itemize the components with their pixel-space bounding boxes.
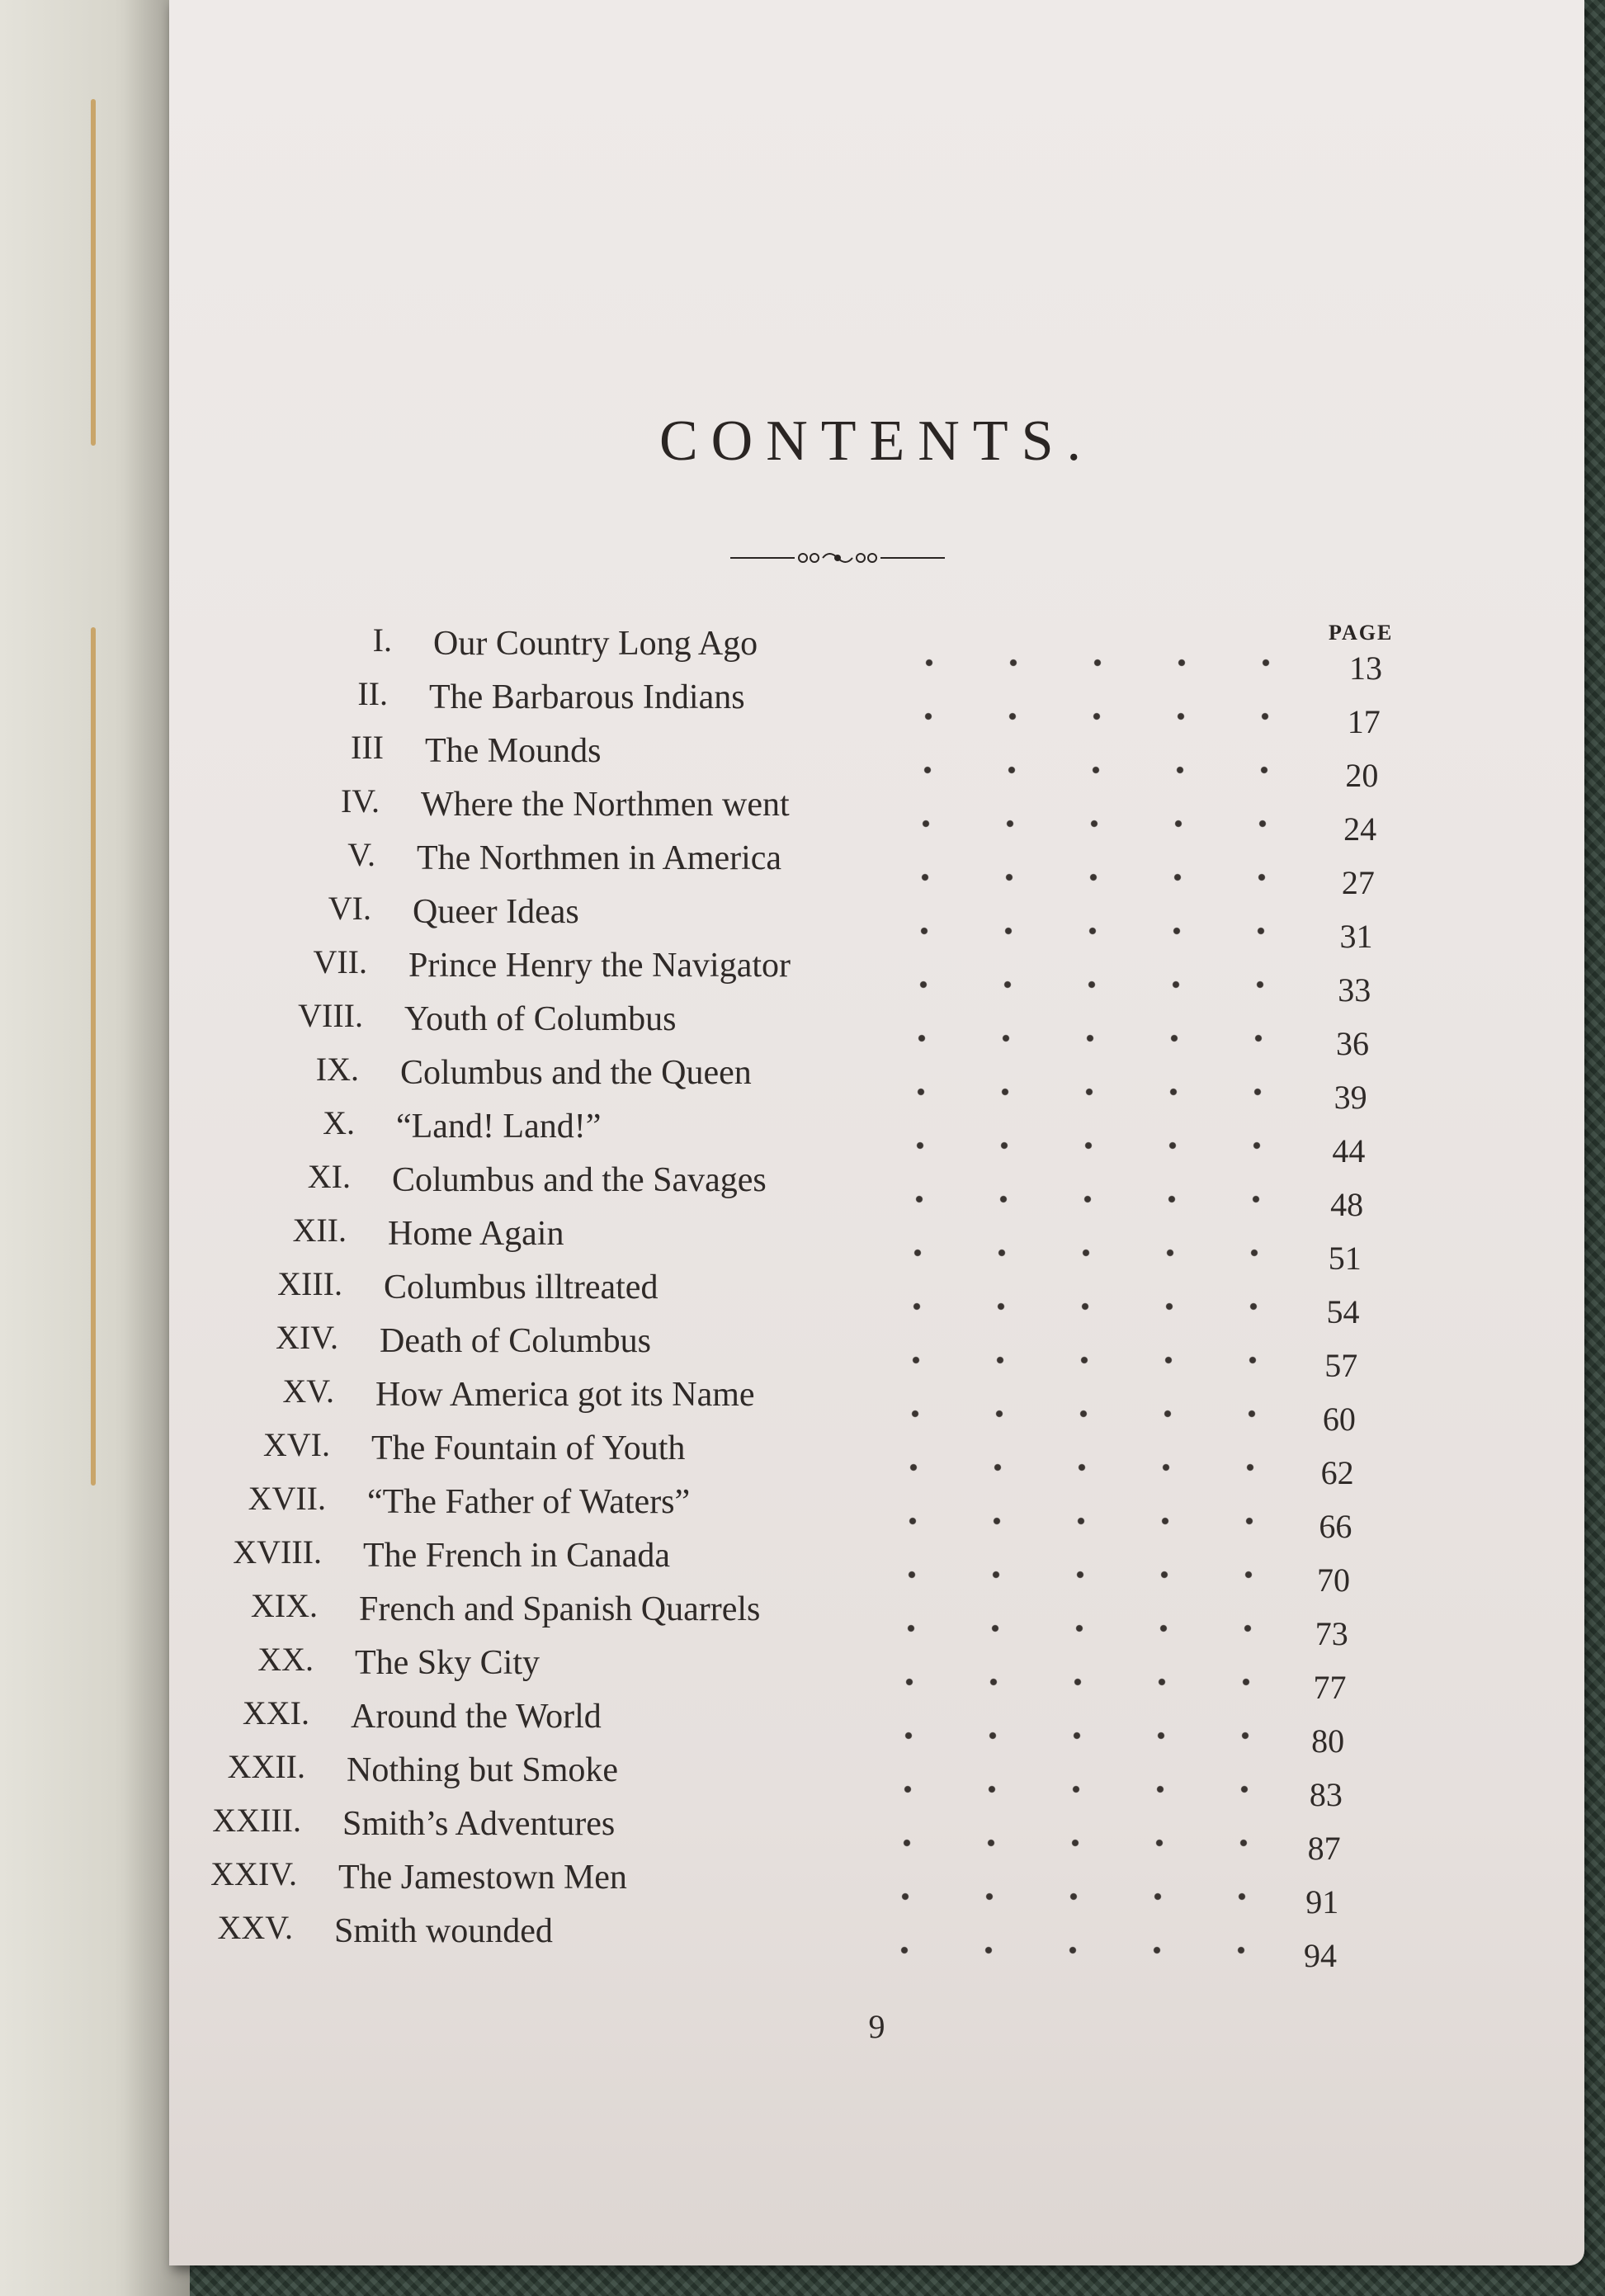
dot-leader bbox=[866, 1785, 1281, 1793]
dot-leader bbox=[875, 1302, 1298, 1311]
chapter-number: XIX. bbox=[250, 1587, 318, 1624]
chapter-number: VIII. bbox=[298, 997, 363, 1034]
chapter-page-number: 83 bbox=[1309, 1776, 1343, 1813]
chapter-page-number: 44 bbox=[1332, 1132, 1366, 1169]
chapter-page-number: 91 bbox=[1305, 1883, 1339, 1920]
chapter-title: Prince Henry the Navigator bbox=[408, 947, 791, 985]
chapter-title: The Fountain of Youth bbox=[371, 1429, 686, 1467]
chapter-title: The Mounds bbox=[425, 732, 602, 770]
chapter-number: XXIV. bbox=[210, 1855, 297, 1892]
chapter-number: XII. bbox=[292, 1212, 347, 1249]
dot-leader bbox=[884, 820, 1315, 828]
chapter-page-number: 87 bbox=[1307, 1830, 1341, 1867]
binding-stitch bbox=[91, 99, 96, 446]
dot-leader bbox=[887, 659, 1320, 667]
chapter-page-number: 77 bbox=[1313, 1669, 1347, 1706]
dot-leader bbox=[871, 1463, 1291, 1472]
page-column-heading: PAGE bbox=[1329, 621, 1394, 645]
chapter-number: IX. bbox=[315, 1051, 359, 1088]
dot-leader bbox=[877, 1195, 1302, 1203]
toc-entry bbox=[169, 1854, 1407, 1920]
toc-entry bbox=[169, 1640, 1407, 1706]
chapter-title: Around the World bbox=[351, 1698, 602, 1736]
chapter-number: VI. bbox=[328, 890, 371, 927]
table-of-contents bbox=[169, 0, 1584, 2265]
chapter-page-number: 60 bbox=[1322, 1401, 1356, 1438]
toc-entry bbox=[169, 1694, 1407, 1760]
chapter-title: Our Country Long Ago bbox=[433, 625, 758, 663]
chapter-title: Columbus illtreated bbox=[384, 1268, 659, 1306]
chapter-page-number: 24 bbox=[1343, 810, 1377, 848]
chapter-page-number: 70 bbox=[1317, 1561, 1351, 1599]
chapter-title: Columbus and the Savages bbox=[392, 1161, 767, 1199]
dot-leader bbox=[862, 1946, 1275, 1954]
chapter-title: Home Again bbox=[388, 1215, 564, 1253]
dot-leader bbox=[876, 1249, 1300, 1257]
dot-leader bbox=[869, 1624, 1286, 1632]
toc-entry bbox=[169, 1050, 1407, 1116]
dot-leader bbox=[866, 1731, 1282, 1740]
toc-entry bbox=[169, 1533, 1407, 1599]
dot-leader bbox=[867, 1678, 1284, 1686]
chapter-page-number: 48 bbox=[1330, 1186, 1364, 1223]
toc-entry bbox=[169, 996, 1407, 1062]
page-number: 9 bbox=[868, 2008, 885, 2045]
chapter-page-number: 33 bbox=[1338, 971, 1371, 1009]
dot-leader bbox=[874, 1356, 1296, 1364]
chapter-page-number: 94 bbox=[1304, 1937, 1337, 1974]
chapter-number: XXII. bbox=[227, 1748, 305, 1785]
chapter-number: III bbox=[351, 729, 384, 766]
chapter-number: XIII. bbox=[277, 1265, 342, 1302]
chapter-number: XXIII. bbox=[212, 1802, 301, 1839]
toc-entry bbox=[169, 1479, 1407, 1545]
chapter-title: The Northmen in America bbox=[417, 839, 782, 877]
chapter-page-number: 20 bbox=[1345, 757, 1379, 794]
chapter-title: Nothing but Smoke bbox=[347, 1751, 619, 1789]
toc-entry bbox=[169, 782, 1407, 848]
chapter-title: How America got its Name bbox=[375, 1376, 755, 1414]
chapter-page-number: 31 bbox=[1339, 918, 1373, 955]
dot-leader bbox=[885, 766, 1317, 774]
chapter-title: Smith’s Adventures bbox=[342, 1805, 616, 1843]
chapter-number: XV. bbox=[282, 1372, 334, 1410]
dot-leader bbox=[882, 927, 1311, 935]
page-title: CONTENTS. bbox=[659, 409, 1095, 473]
toc-entry bbox=[169, 1747, 1407, 1813]
chapter-page-number: 57 bbox=[1324, 1347, 1358, 1384]
chapter-number: XVI. bbox=[262, 1426, 330, 1463]
chapter-number: V. bbox=[347, 836, 375, 873]
chapter-number: XVIII. bbox=[233, 1533, 322, 1571]
dot-leader bbox=[863, 1892, 1277, 1901]
chapter-number: XIV. bbox=[276, 1319, 338, 1356]
chapter-title: Queer Ideas bbox=[413, 893, 579, 931]
chapter-title: Youth of Columbus bbox=[404, 1000, 677, 1038]
chapter-title: The Barbarous Indians bbox=[429, 678, 745, 716]
toc-entry bbox=[169, 889, 1407, 955]
chapter-number: I. bbox=[372, 621, 392, 659]
dot-leader bbox=[879, 1088, 1305, 1096]
chapter-page-number: 13 bbox=[1349, 650, 1382, 687]
dot-leader bbox=[878, 1141, 1304, 1150]
dot-leader bbox=[881, 980, 1310, 989]
chapter-page-number: 39 bbox=[1334, 1079, 1367, 1116]
toc-entry bbox=[169, 1157, 1407, 1223]
chapter-number: VII. bbox=[313, 943, 367, 980]
chapter-title: The Jamestown Men bbox=[338, 1859, 627, 1897]
dot-leader bbox=[873, 1410, 1294, 1418]
dot-leader bbox=[865, 1839, 1279, 1847]
dot-leader bbox=[886, 712, 1319, 720]
chapter-title: The French in Canada bbox=[363, 1537, 671, 1575]
chapter-number: XX. bbox=[257, 1641, 314, 1678]
toc-entry bbox=[169, 1586, 1407, 1652]
chapter-title: Where the Northmen went bbox=[421, 786, 790, 824]
chapter-page-number: 36 bbox=[1335, 1025, 1369, 1062]
chapter-title: Smith wounded bbox=[334, 1912, 553, 1950]
book-page bbox=[169, 0, 1584, 2265]
chapter-title: “The Father of Waters” bbox=[367, 1483, 691, 1521]
chapter-page-number: 27 bbox=[1341, 864, 1375, 901]
chapter-page-number: 66 bbox=[1319, 1508, 1352, 1545]
chapter-page-number: 17 bbox=[1347, 703, 1381, 740]
chapter-title: Columbus and the Queen bbox=[400, 1054, 752, 1092]
dot-leader bbox=[883, 873, 1313, 881]
chapter-number: II. bbox=[357, 675, 388, 712]
toc-entry bbox=[169, 674, 1407, 740]
chapter-number: XI. bbox=[307, 1158, 351, 1195]
chapter-number: XXI. bbox=[242, 1694, 309, 1731]
chapter-number: XXV. bbox=[217, 1909, 293, 1946]
binding-stitch bbox=[91, 1089, 96, 1486]
chapter-title: French and Spanish Quarrels bbox=[359, 1590, 761, 1628]
chapter-number: X. bbox=[323, 1104, 355, 1141]
chapter-page-number: 80 bbox=[1311, 1722, 1345, 1760]
toc-entry bbox=[169, 1211, 1407, 1277]
toc-entry bbox=[169, 1372, 1407, 1438]
toc-entry bbox=[169, 835, 1407, 901]
chapter-page-number: 54 bbox=[1326, 1293, 1360, 1330]
chapter-number: IV. bbox=[340, 782, 380, 820]
chapter-page-number: 51 bbox=[1328, 1240, 1362, 1277]
toc-entry bbox=[169, 728, 1407, 794]
chapter-title: Death of Columbus bbox=[380, 1322, 651, 1360]
dot-leader bbox=[870, 1571, 1288, 1579]
chapter-page-number: 73 bbox=[1315, 1615, 1348, 1652]
toc-entry bbox=[169, 1425, 1407, 1491]
chapter-title: The Sky City bbox=[355, 1644, 541, 1682]
toc-entry bbox=[169, 1103, 1407, 1169]
toc-entry bbox=[169, 1318, 1407, 1384]
chapter-page-number: 62 bbox=[1320, 1454, 1354, 1491]
chapter-number: XVII. bbox=[248, 1480, 326, 1517]
dot-leader bbox=[880, 1034, 1307, 1042]
toc-entry bbox=[169, 621, 1407, 687]
toc-entry bbox=[169, 1908, 1407, 1974]
dot-leader bbox=[871, 1517, 1290, 1525]
chapter-title: “Land! Land!” bbox=[396, 1108, 602, 1146]
toc-entry bbox=[169, 942, 1407, 1009]
toc-entry bbox=[169, 1801, 1407, 1867]
toc-entry bbox=[169, 1264, 1407, 1330]
